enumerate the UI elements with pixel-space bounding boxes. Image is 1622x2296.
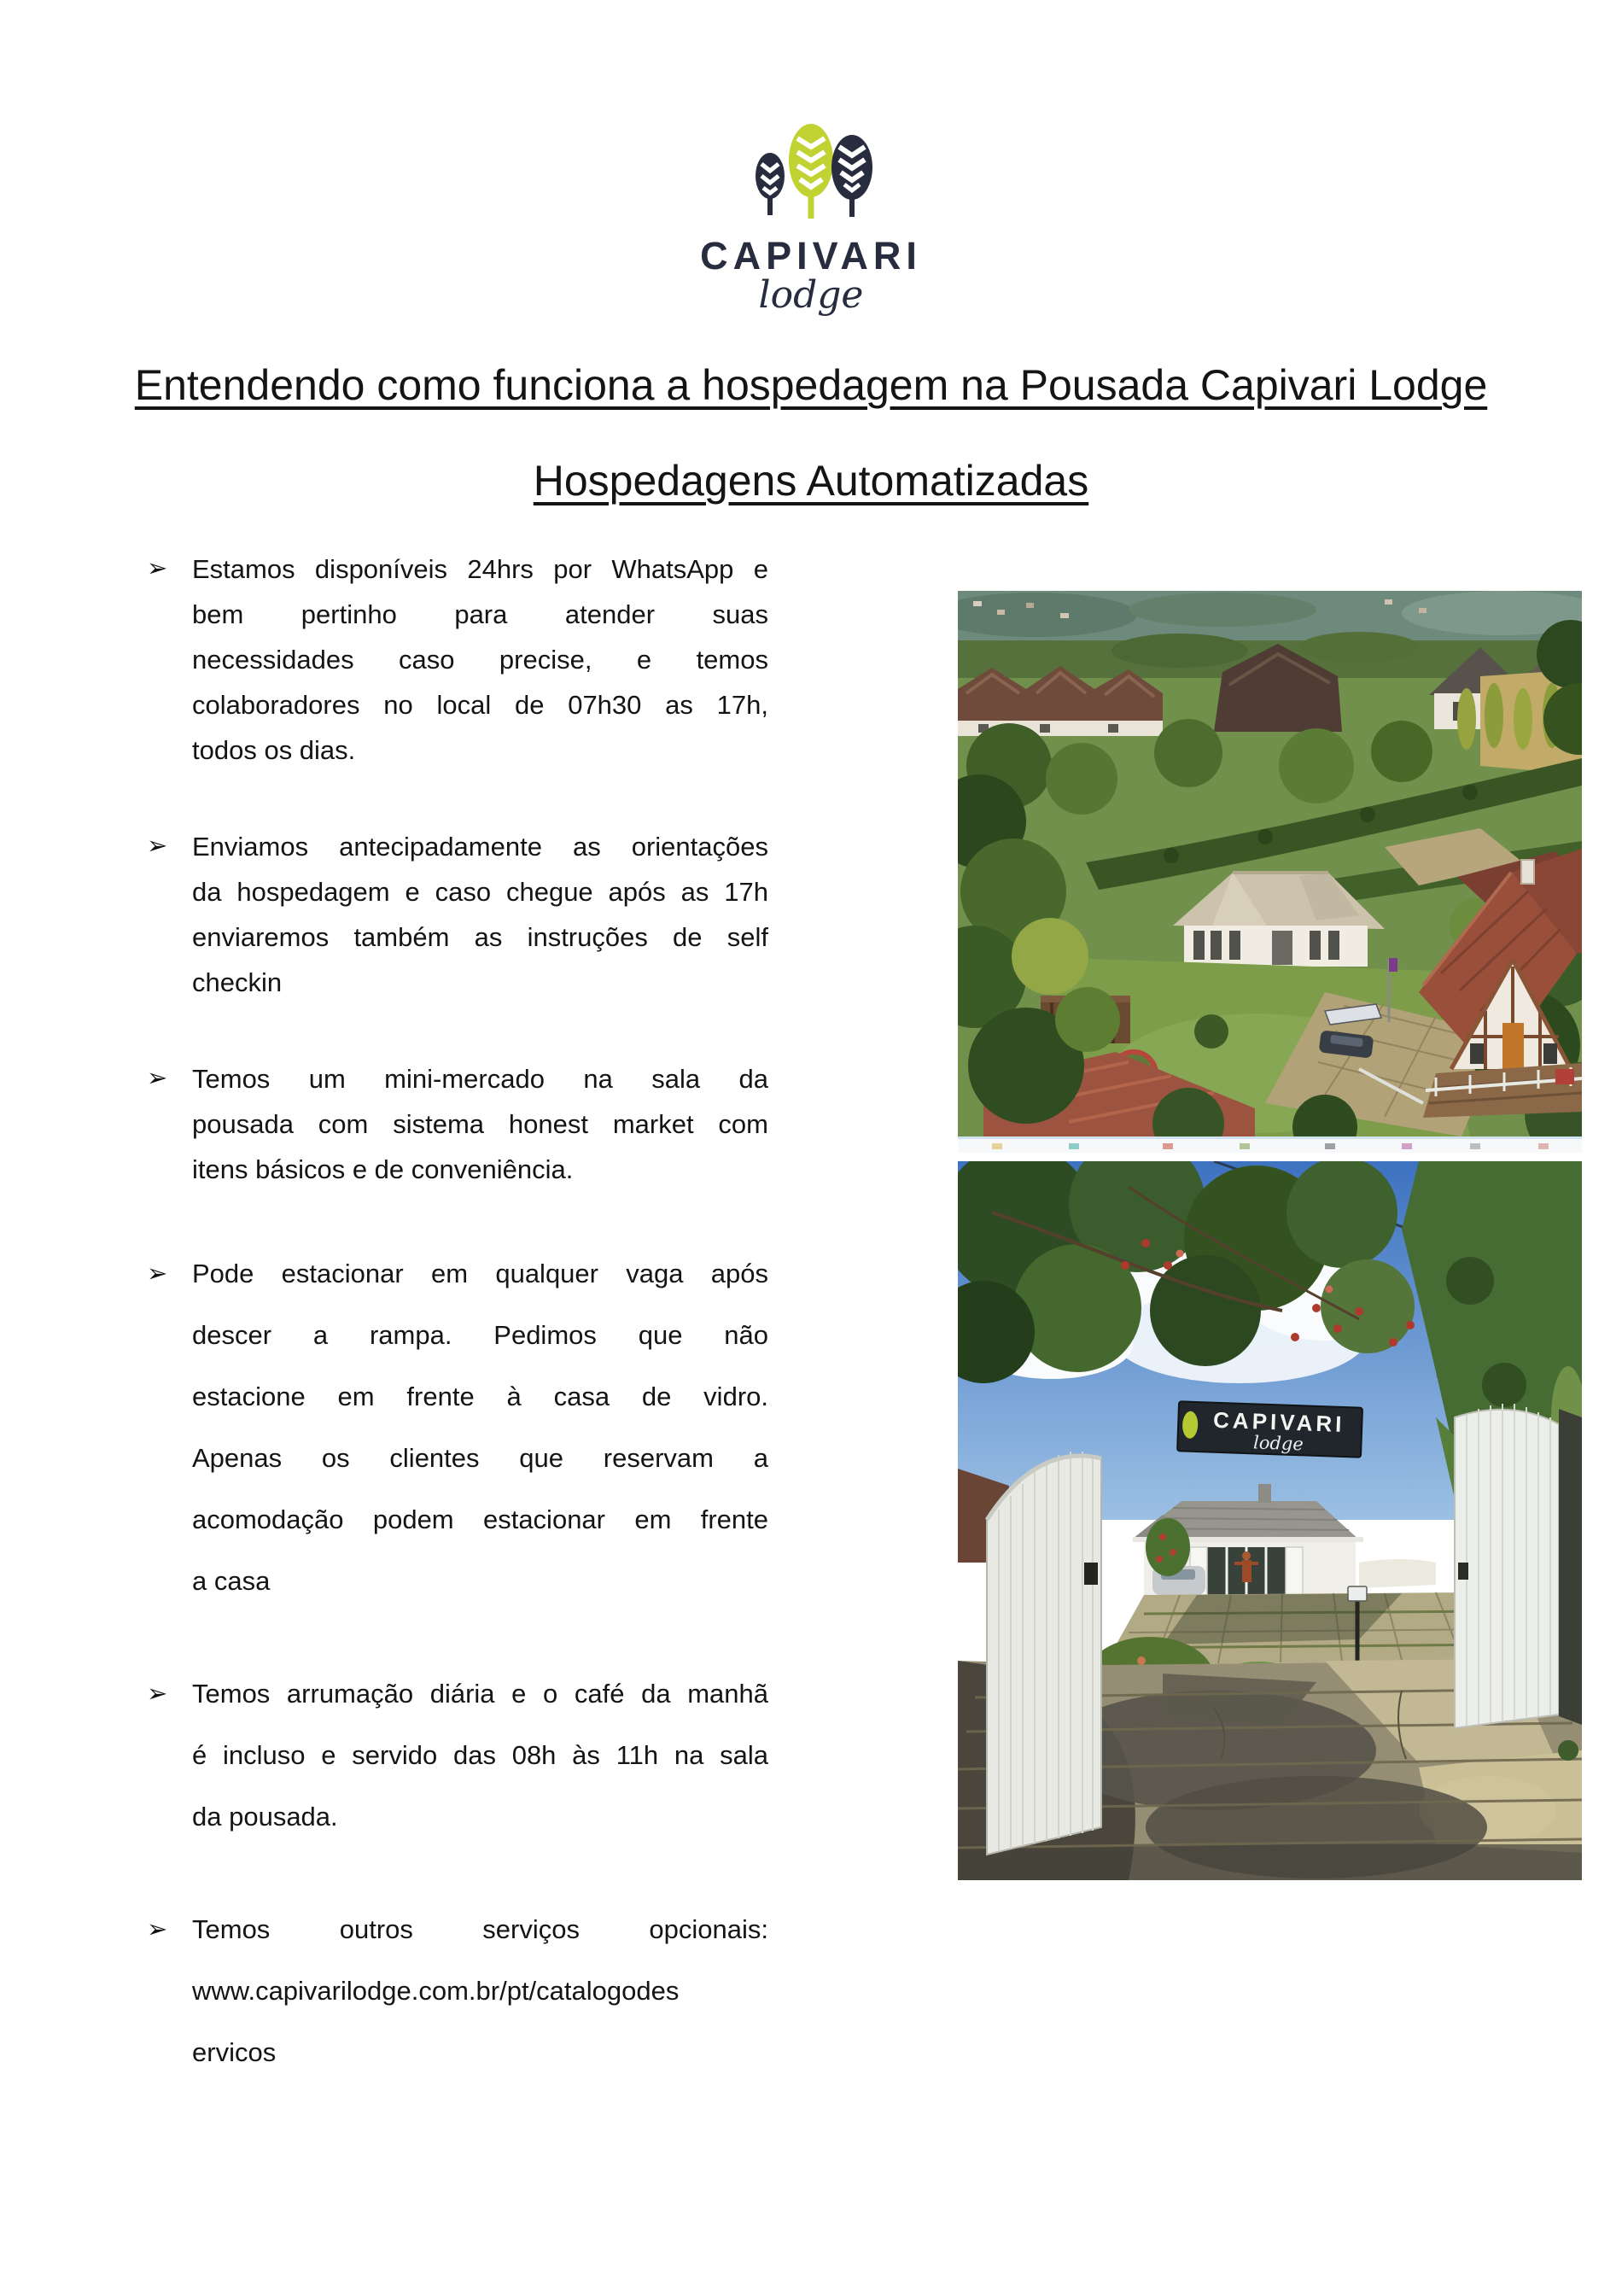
logo-script: lodge xyxy=(758,273,864,317)
logo-wordmark: CAPIVARI xyxy=(700,234,922,278)
strip-fleck xyxy=(1325,1143,1335,1149)
bullet-item xyxy=(147,1663,768,1848)
photo-strip xyxy=(958,1136,1582,1153)
bullet-text xyxy=(192,824,768,1005)
bullet-arrow-icon: ➢ xyxy=(147,833,168,860)
gate-sign-brand: CAPIVARI xyxy=(1212,1406,1345,1438)
strip-fleck xyxy=(1402,1143,1412,1149)
bullet-line: bem pertinho para atender suas xyxy=(192,599,768,629)
page-title-text: Entendendo como funciona a hospedagem na Pousada Capivari Lodge xyxy=(134,361,1488,409)
page-subtitle-text: Hospedagens Automatizadas xyxy=(533,457,1089,505)
bullet-line: Temos outros serviços opcionais: xyxy=(192,1914,768,1944)
strip-fleck xyxy=(1470,1143,1480,1149)
bullet-line: Temos um mini-mercado na sala da xyxy=(192,1064,768,1094)
bullet-line: colaboradores no local de 07h30 as 17h, xyxy=(192,690,768,720)
bullet-arrow-icon: ➢ xyxy=(147,1916,168,1943)
right-gate xyxy=(1455,1410,1559,1728)
bullet-line: checkin xyxy=(192,967,283,997)
entrance-gate-photo xyxy=(958,1161,1582,1880)
bullet-text xyxy=(192,546,768,773)
bullet-line: todos os dias. xyxy=(192,735,356,765)
bullet-line: itens básicos e de conveniência. xyxy=(192,1154,574,1184)
bullet-text xyxy=(192,1243,768,1612)
bullet-line: estacione em frente à casa de vidro. xyxy=(192,1382,768,1411)
bullet-arrow-icon: ➢ xyxy=(147,555,168,582)
bullet-line: Pode estacionar em qualquer vaga após xyxy=(192,1259,768,1288)
bullet-text xyxy=(192,1663,768,1848)
bullet-line: da hospedagem e caso chegue após as 17h xyxy=(192,877,768,907)
page-subtitle xyxy=(0,455,1622,506)
bullet-line: necessidades caso precise, e temos xyxy=(192,645,768,675)
bullet-item xyxy=(147,1899,768,2083)
bullet-arrow-icon: ➢ xyxy=(147,1260,168,1288)
bullet-line: a casa xyxy=(192,1566,271,1596)
bullet-line: Enviamos antecipadamente as orientações xyxy=(192,832,768,862)
bullet-text xyxy=(192,1056,768,1192)
bullet-line: enviaremos também as instruções de self xyxy=(192,922,768,952)
bullet-item xyxy=(147,824,768,1005)
bullet-line: Temos arrumação diária e o café da manhã xyxy=(192,1679,768,1709)
bullet-item xyxy=(147,1056,768,1192)
three-trees-icon xyxy=(738,109,884,229)
strip-fleck xyxy=(1163,1143,1173,1149)
aerial-property-photo xyxy=(958,591,1582,1136)
bullet-list xyxy=(147,546,768,2135)
bullet-text xyxy=(192,1899,768,2083)
bullet-arrow-icon: ➢ xyxy=(147,1065,168,1092)
left-gate xyxy=(987,1456,1101,1855)
bullet-line: pousada com sistema honest market com xyxy=(192,1109,768,1139)
bullet-line: descer a rampa. Pedimos que não xyxy=(192,1320,768,1350)
bullet-line: ervicos xyxy=(192,2037,277,2067)
gate-sign-script: lodge xyxy=(1252,1432,1304,1455)
strip-fleck xyxy=(992,1143,1002,1149)
bullet-arrow-icon: ➢ xyxy=(147,1680,168,1708)
website-url[interactable]: www.capivarilodge.com.br/pt/catalogodes xyxy=(192,1976,680,2006)
capivari-lodge-logo xyxy=(0,109,1622,317)
strip-fleck xyxy=(1240,1143,1250,1149)
bullet-item xyxy=(147,1243,768,1612)
bullet-line: Estamos disponíveis 24hrs por WhatsApp e xyxy=(192,554,768,584)
bullet-item xyxy=(147,546,768,773)
page-title xyxy=(0,359,1622,411)
bullet-line: Apenas os clientes que reservam a xyxy=(192,1443,768,1473)
bullet-line: é incluso e servido das 08h às 11h na sala xyxy=(192,1740,768,1770)
strip-fleck xyxy=(1069,1143,1079,1149)
strip-fleck xyxy=(1538,1143,1549,1149)
bullet-line: acomodação podem estacionar em frente xyxy=(192,1504,768,1534)
bullet-line: da pousada. xyxy=(192,1802,338,1832)
